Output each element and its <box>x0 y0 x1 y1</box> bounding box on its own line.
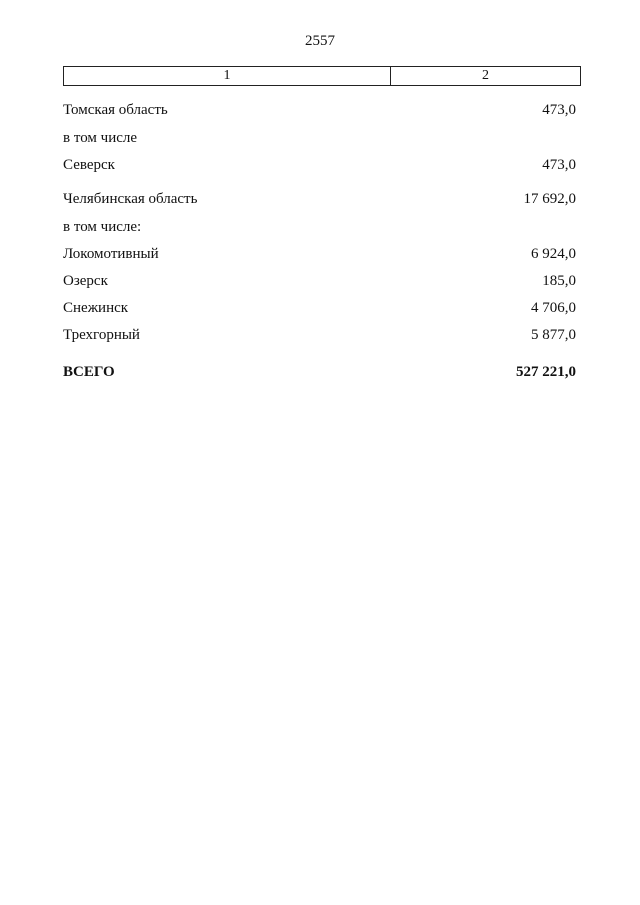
row-value: 6 924,0 <box>531 246 576 262</box>
row-value: 4 706,0 <box>531 300 576 316</box>
row-value: 185,0 <box>542 273 576 289</box>
row-value: 473,0 <box>542 102 576 118</box>
row-label: Челябинская область <box>63 191 198 207</box>
row-value: 17 692,0 <box>523 191 576 207</box>
row-label: Озерск <box>63 273 108 289</box>
row-value: 473,0 <box>542 157 576 173</box>
table-row <box>63 326 576 344</box>
row-label: Северск <box>63 157 115 173</box>
page-number: 2557 <box>305 33 335 49</box>
table-row <box>63 156 576 174</box>
table-row <box>63 272 576 290</box>
table-column-header <box>63 66 581 86</box>
total-row <box>63 363 576 381</box>
column-number-1: 1 <box>64 67 391 85</box>
table-row <box>63 299 576 317</box>
row-label: в том числе <box>63 130 138 146</box>
column-number-2: 2 <box>482 68 489 83</box>
row-label: Томская область <box>63 102 168 118</box>
table-row <box>63 190 576 208</box>
row-label: Локомотивный <box>63 246 159 262</box>
total-label: ВСЕГО <box>63 364 115 380</box>
table-row <box>63 101 576 119</box>
total-value: 527 221,0 <box>516 364 576 380</box>
row-label: Трехгорный <box>63 327 140 343</box>
row-label: Снежинск <box>63 300 129 316</box>
row-label: в том числе: <box>63 219 142 235</box>
table-row <box>63 218 576 236</box>
table-row <box>63 129 576 147</box>
table-row <box>63 245 576 263</box>
row-value: 5 877,0 <box>531 327 576 343</box>
